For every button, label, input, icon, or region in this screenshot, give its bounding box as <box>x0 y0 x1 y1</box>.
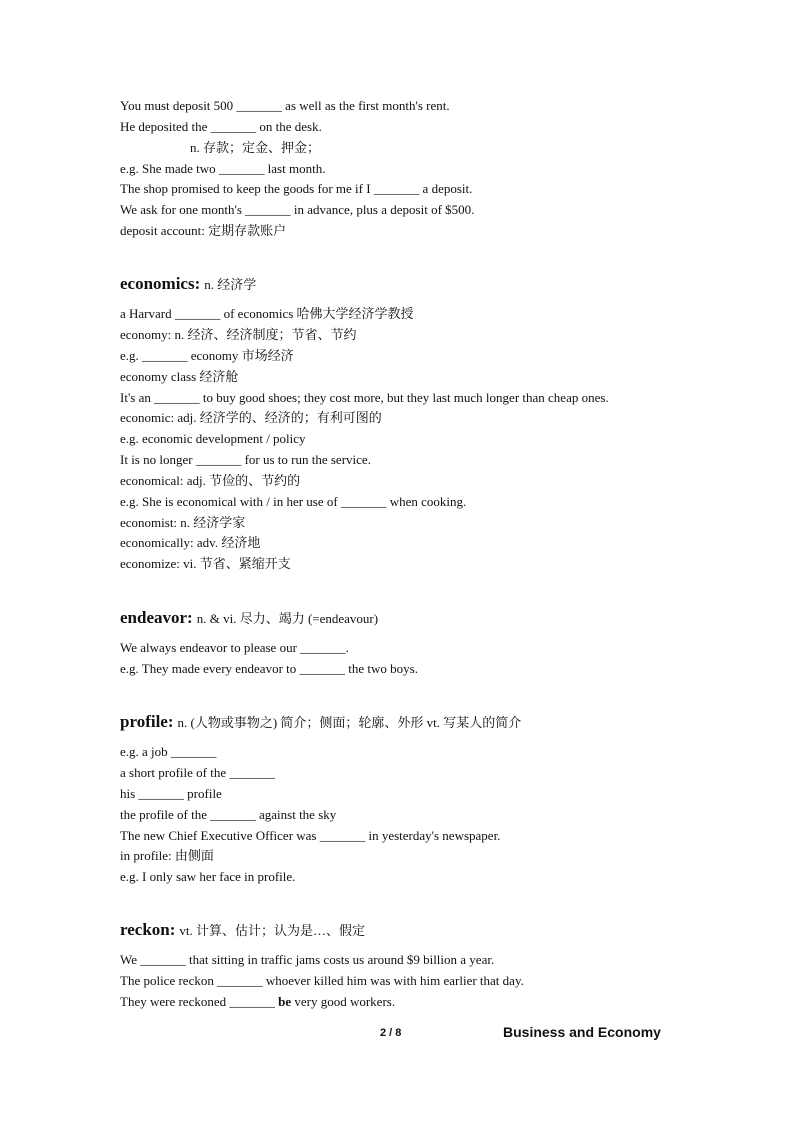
headword-definition: n. & vi. 尽力、竭力 (=endeavour) <box>196 611 379 626</box>
deposit-line: We ask for one month's _______ in advance, plus a deposit of $500. <box>120 202 475 217</box>
reckon-line: The police reckon _______ whoever killed him was with him earlier that day. <box>120 973 524 988</box>
economics-line: economy: n. 经济、经济制度；节省、节约 <box>120 327 357 342</box>
economics-line: a Harvard _______ of economics 哈佛大学经济学教授 <box>120 306 414 321</box>
entry-heading-profile <box>120 711 521 734</box>
deposit-line: You must deposit 500 _______ as well as the first month's rent. <box>120 98 450 113</box>
economics-line: e.g. economic development / policy <box>120 431 306 446</box>
profile-line: in profile: 由侧面 <box>120 848 214 863</box>
profile-line: the profile of the _______ against the sky <box>120 807 337 822</box>
profile-line: e.g. I only saw her face in profile. <box>120 869 296 884</box>
headword: economics: <box>120 274 201 293</box>
reckon-line-text: They were reckoned _______ <box>120 994 279 1009</box>
headword: reckon: <box>120 920 176 939</box>
economics-line: economic: adj. 经济学的、经济的；有利可图的 <box>120 410 382 425</box>
deposit-line: He deposited the _______ on the desk. <box>120 119 322 134</box>
economics-line: e.g. _______ economy 市场经济 <box>120 348 294 363</box>
profile-line: his _______ profile <box>120 786 222 801</box>
entry-heading-endeavor <box>120 607 378 630</box>
economics-line: It is no longer _______ for us to run the service. <box>120 452 371 467</box>
reckon-line <box>120 994 395 1010</box>
economics-line: economize: vi. 节省、紧缩开支 <box>120 556 291 571</box>
headword: profile: <box>120 712 174 731</box>
profile-line: a short profile of the _______ <box>120 765 275 780</box>
deposit-line: e.g. She made two _______ last month. <box>120 161 326 176</box>
headword-definition: n. 经济学 <box>204 277 257 292</box>
economics-line: It's an _______ to buy good shoes; they cost more, but they last much longer than cheap ones. <box>120 390 609 405</box>
deposit-noun-definition: n. 存款；定金、押金； <box>190 140 321 155</box>
reckon-emphasis: be <box>278 994 292 1009</box>
entry-heading-reckon <box>120 919 365 942</box>
headword-definition: n. (人物或事物之) 简介；侧面；轮廓、外形 vt. 写某人的简介 <box>177 715 522 730</box>
reckon-line: We _______ that sitting in traffic jams costs us around $9 billion a year. <box>120 952 495 967</box>
footer-title: Business and Economy <box>503 1024 661 1040</box>
deposit-line: deposit account: 定期存款账户 <box>120 223 287 238</box>
reckon-line-text: very good workers. <box>291 994 396 1009</box>
entry-heading-economics <box>120 273 256 296</box>
economics-line: e.g. She is economical with / in her use of _______ when cooking. <box>120 494 467 509</box>
economics-line: economy class 经济舱 <box>120 369 239 384</box>
headword-definition: vt. 计算、估计；认为是…、假定 <box>179 923 366 938</box>
endeavor-line: We always endeavor to please our _______. <box>120 640 349 655</box>
deposit-line: The shop promised to keep the goods for me if I _______ a deposit. <box>120 181 473 196</box>
page-number: 2 / 8 <box>380 1027 402 1039</box>
economics-line: economist: n. 经济学家 <box>120 515 246 530</box>
economics-line: economically: adv. 经济地 <box>120 535 261 550</box>
profile-line: e.g. a job _______ <box>120 744 217 759</box>
economics-line: economical: adj. 节俭的、节约的 <box>120 473 301 488</box>
profile-line: The new Chief Executive Officer was _______ in yesterday's newspaper. <box>120 828 501 843</box>
headword: endeavor: <box>120 608 193 627</box>
endeavor-line: e.g. They made every endeavor to _______ the two boys. <box>120 661 418 676</box>
